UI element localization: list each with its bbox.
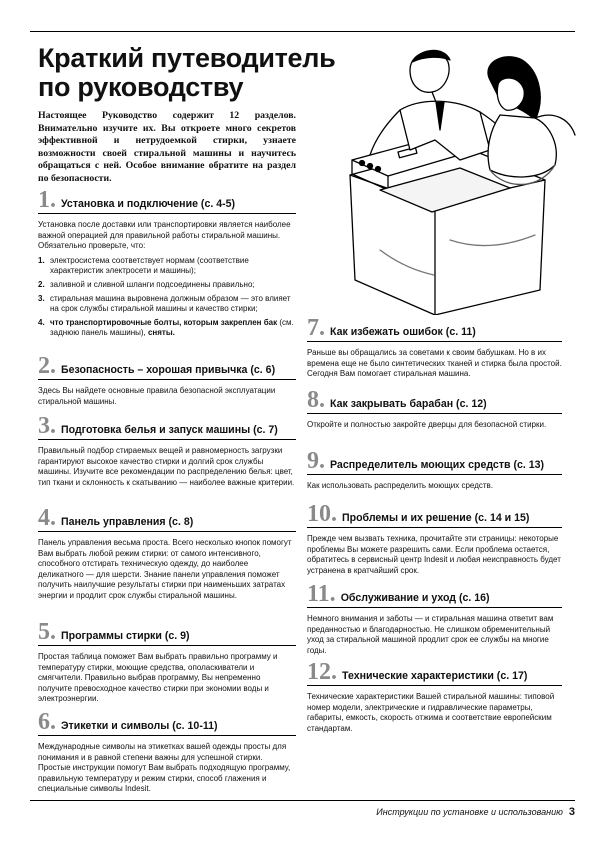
section-number: 12. (307, 659, 337, 685)
list-item: 3. стиральная машина выровнена должным образом — это влияет на срок службы стиральной машины и качество стирки; (38, 293, 291, 314)
section-6-heading (38, 709, 296, 736)
section-3-heading (38, 413, 296, 440)
section-11 (307, 581, 562, 656)
section-5-heading (38, 619, 296, 646)
section-body: Здесь Вы найдете основные правила безопасной эксплуатации стиральной машины. (38, 386, 276, 406)
section-title: Программы стирки (с. 9) (61, 630, 190, 642)
intro-text: Настоящее Руководство содержит 12 разделов. Внимательно изучите их. Вы откроете много секретов эффективной и нетрудоемкой стирки, узнаете возможности своей стиральной машины и научитесь обращаться с ней. Особое внимание обратите на раздел по безопасности. (38, 110, 296, 184)
section-number: 5. (38, 619, 56, 645)
section-3 (38, 413, 296, 488)
page-number: 3 (568, 806, 575, 818)
section-11-heading (307, 581, 562, 608)
section-number: 3. (38, 413, 56, 439)
section-12 (307, 659, 562, 734)
section-body: Прежде чем вызвать техника, прочитайте эти страницы: некоторые проблемы Вы можете разрешить сами. Если проблема остается, обратитесь в сервисный центр Indesit и любая неисправность будет устранена в кратчайший срок. (307, 534, 561, 575)
section-number: 6. (38, 709, 56, 735)
bottom-rule (30, 800, 575, 801)
section-5 (38, 619, 296, 705)
section-title: Как избежать ошибок (с. 11) (330, 326, 476, 338)
section-body: Откройте и полностью закройте дверцы для безопасной стирки. (307, 420, 547, 429)
section-9-heading (307, 448, 562, 475)
list-item: 1. электросистема соответствует нормам (соответствие характеристик электросети и машины); (38, 255, 249, 276)
section-9 (307, 448, 562, 492)
section-title: Этикетки и символы (с. 10-11) (61, 720, 218, 732)
section-1-heading (38, 187, 296, 214)
section-body: Панель управления весьма проста. Всего несколько кнопок помогут Вам выбрать любой режим стирки: от самого интенсивного, способного отстирать техническую одежду, до наиболее деликатного — для шерсти. Знание панели управления поможет получить наилучшие результаты стирки при наименьших затратах энергии и продлит срок службы стиральной машины. (38, 538, 292, 600)
section-body: Раньше вы обращались за советами к своим бабушкам. Но в их времена еще не было синтетических тканей и стирка была простой. Сегодня Вам помогает стиральная машина. (307, 348, 562, 379)
section-7-heading (307, 315, 562, 342)
section-title: Обслуживание и уход (с. 16) (340, 592, 490, 604)
couple-washing-machine-illustration (340, 40, 590, 315)
section-title: Технические характеристики (с. 17) (342, 670, 528, 682)
section-title: Подготовка белья и запуск машины (с. 7) (61, 424, 278, 436)
section-number: 8. (307, 387, 325, 413)
section-body: Установка после доставки или транспортировки является наиболее важной операцией для правильной работы стиральной машины. Обязательно проверьте, что: (38, 220, 291, 251)
section-2-heading (38, 353, 296, 380)
footer-text: Инструкции по установке и использованию (376, 807, 563, 817)
section-1 (38, 187, 296, 342)
section-title: Панель управления (с. 8) (61, 516, 194, 528)
section-body: Простая таблица поможет Вам выбрать правильно программу и температуру стирки, моющие средства, ополаскиватели и смягчители. Правильно выбрав программу, Вы непременно получите превосходное качество стирки при экономии воды и электроэнергии. (38, 652, 278, 704)
section-title: Проблемы и их решение (с. 14 и 15) (342, 512, 530, 524)
section-10 (307, 501, 562, 576)
section-number: 7. (307, 315, 325, 341)
list-item: 2. заливной и сливной шланги подсоединены правильно; (38, 279, 255, 289)
section-2 (38, 353, 296, 407)
section-title: Установка и подключение (с. 4-5) (61, 198, 236, 210)
list-item: 4. что транспортировочные болты, которым закреплен бак (см. заднюю панель машины), сняты. (38, 317, 294, 338)
section-body: Международные символы на этикетках вашей одежды просты для понимания и в равной степени важны для успешной стирки. Простые инструкции помогут Вам выбрать подходящую программу, правильную температуру и режим стирки, способ глажения и специальные символы Indesit. (38, 742, 291, 794)
section-body: Как использовать распределить моющих средств. (307, 481, 494, 490)
section-number: 9. (307, 448, 325, 474)
page-footer (376, 806, 575, 818)
section-12-heading (307, 659, 562, 686)
section-7 (307, 315, 562, 380)
section-8-heading (307, 387, 562, 414)
section-number: 4. (38, 505, 56, 531)
section-10-heading (307, 501, 562, 528)
section-body: Технические характеристики Вашей стиральной машины: типовой номер модели, электрические и гидравлические параметры, габариты, емкость, скорость отжима и соответствие европейским стандартам. (307, 692, 555, 733)
section-4 (38, 505, 296, 602)
section-number: 10. (307, 501, 337, 527)
section-4-heading (38, 505, 296, 532)
page-title: Краткий путеводитель по руководству (38, 43, 336, 102)
section-number: 1. (38, 187, 56, 213)
section-number: 11. (307, 581, 336, 607)
section-body: Правильный подбор стираемых вещей и равномерность загрузки гарантируют высокое качество стирки и долгий срок службы машины. Изучите все рекомендации по распределению белья: цвет, тип ткани и склонность к скатыванию — наиболее важные критерии. (38, 446, 295, 487)
section-title: Безопасность – хорошая привычка (с. 6) (61, 364, 276, 376)
section-8 (307, 387, 562, 431)
section-6 (38, 709, 296, 795)
section-number: 2. (38, 353, 56, 379)
section-title: Как закрывать барабан (с. 12) (330, 398, 487, 410)
top-rule (30, 31, 575, 32)
section-title: Распределитель моющих средств (с. 13) (330, 459, 545, 471)
section-body: Немного внимания и заботы — и стиральная машина ответит вам преданностью и благодарностью. Не слишком обременительный уход за стиральной машиной продлит срок ее службы на многие годы. (307, 614, 554, 655)
checklist (38, 256, 296, 339)
